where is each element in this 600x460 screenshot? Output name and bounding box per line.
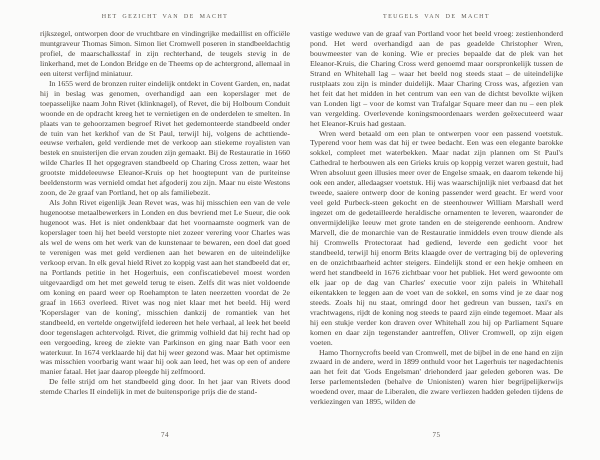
page-number-right: 75 <box>432 431 441 439</box>
paragraph: In 1655 werd de bronzen ruiter eindelijk ontdekt in Covent Garden, en, nadat hij in beslag was genomen, overhandigd aan een koperslager met de toepasselijke naam John Rivet (klinknagel), of Revet, die bij Holbourn Conduit woonde en de opdracht kreeg het te vernietigen en de onderdelen te smelten. In plaats van te gehoorzamen begroef Rivet het gedemonteerde standbeeld onder de tuin van het kerkhof van de St Paul, terwijl hij, volgens de achttiende-eeuwse verhalen, geld verdiende met de verkoop aan stiekeme royalisten van bestek en snuisterijen die ervan zouden zijn gemaakt. Bij de Restauratie in 1660 wilde Charles II het opgegraven standbeeld op Charing Cross zetten, waar het grootste middeleeuwse Eleanor-Kruis op het hoogtepunt van de puriteinse beeldenstorm was vernield omdat het afgoderij zou zijn. Maar nu eiste Westons zoon, de 2e graaf van Portland, het op als familiebezit. <box>40 78 290 198</box>
running-header-left: HET GEZICHT VAN DE MACHT <box>101 14 229 20</box>
paragraph: rijkszegel, ontworpen door de vruchtbare en vindingrijke medaillist en officiële muntgraveur Thomas Simon. Simon liet Cromwell poseren in standbeeldachtig profiel, de maarschalksstaf in zijn rechterhand, de teugels stevig in de linkerhand, met de London Bridge en de Theems op de achtergrond, allemaal in een uiterst verfijnd miniatuur. <box>40 29 290 78</box>
page-right <box>310 0 563 460</box>
paragraph: Als John Rivet eigenlijk Jean Revet was, was hij misschien een van de vele hugenootse metaalbewerkers in Londen en dus bevriend met Le Sueur, die ook hugenoot was. Het is niet ondenkbaar dat het voornaamste oogmerk van de koperslager toen hij het beeld verstopte niet zozeer verering voor Charles was als wel de wens om het werk van de kunstenaar te bewaren, een doel dat goed te verenigen was met geld verdienen aan het bewaren en de uiteindelijke verkoop ervan. In elk geval hield Rivet zo koppig vast aan het standbeeld dat er, na Portlands petitie in het Hogerhuis, een confiscatiebevel moest worden uitgevaardigd om het met geweld terug te eisen. Zelfs dit was niet voldoende om koning en paard weer op Roehampton te laten neerzetten voordat de 2e graaf in 1663 overleed. Rivet was nog niet klaar met het beeld. Hij werd 'Koperslager van de koning', misschien dankzij de romantiek van het standbeeld, en vertelde ongetwijfeld iedereen het hele verhaal, al leek het beeld door tegenslagen achtervolgd. Rivet, die grimmig volhield dat hij recht had op een vergoeding, kreeg de ziekte van Parkinson en ging naar Bath voor een waterkuur. In 1674 verklaarde hij dat hij weer gezond was. Maar het optimisme was misschien voorbarig want waar hij ook aan leed, het was op een of andere manier fataal. Het jaar daarop pleegde hij zelfmoord. <box>40 198 290 377</box>
page-number-left: 74 <box>161 431 169 439</box>
paragraph: De felle strijd om het standbeeld ging door. In het jaar van Rivets dood stemde Charles II eindelijk in met de buitensporige prijs die de stand- <box>40 377 290 397</box>
paragraph: Wren werd betaald om een plan te ontwerpen voor een passend voetstuk. Typerend voor hem was dat hij er twee bedacht. Een was een elegante barokke sokkel, compleet met waterbekken. Maar nadat zijn plannen om St Paul's Cathedral te herbouwen als een Grieks kruis op koppig verzet waren gestuit, had Wren absoluut geen illusies meer over de Engelse smaak, en daarom tekende hij ook een ander, alledaagser voetstuk. Hij was waarschijnlijk niet verbaasd dat het tweede, saaiere ontwerp door de koning passender werd geacht. Er werd voor veel geld Purbeck-steen gekocht en de steenhouwer William Marshall werd ingezet om de gedetailleerde heraldische ornamenten te leveren, waaronder de onvermijdelijke leeuw met grote tanden en de steigerende eenhoorn. Andrew Marvell, die de monarchie van de Restauratie inmiddels even trouw diende als hij Cromwells Protectoraat had gediend, leverde een gedicht voor het standbeeld, terwijl hij enorm Brits klaagde over de vertraging bij de oplevering en de onzichtbaarheid achter steigers. Eindelijk stond er een hekje omheen en werd het standbeeld in 1676 zichtbaar voor het publiek. Het werd gewoonte om elk jaar op de dag van Charles' executie voor zijn paleis in Whitehall eikentakken te leggen aan de voet van de sokkel, en soms vind je ze daar nog steeds. Zoals hij nu staat, omringd door het gedreun van bussen, taxi's en vrachtwagens, rijdt de koning nog steeds te paard zijn einde tegemoet. Maar als hij een stukje verder kon draven over Whitehall zou hij op Parliament Square komen en daar zijn tegenstander aantreffen, Oliver Cromwell, op zijn eigen voeten. <box>310 128 563 347</box>
paragraph: vastige weduwe van de graaf van Portland voor het beeld vroeg: zestienhonderd pond. Het werd overhandigd aan de pas geadelde Christopher Wren, bouwmeester van de koning. Wie er precies bepaalde dat de plek van het Eleanor-Kruis, die Charing Cross werd genoemd maar oorspronkelijk tussen de Strand en Whitehall lag – waar het beeld nog steeds staat – de uiteindelijke rustplaats zou zijn is minder duidelijk. Maar Charing Cross was, afgezien van het feit dat het midden in het centrum van een van de dichtst bevolkte wijken van Londen ligt – voor de komst van Trafalgar Square meer dan nu – een plek van vergelding. Overlevende koningsmoordenaars werden geëxecuteerd waar het Eleanor-Kruis had gestaan. <box>310 29 563 128</box>
running-header-right: TEUGELS VAN DE MACHT <box>383 14 490 20</box>
paragraph: Hamo Thornycrofts beeld van Cromwell, met de bijbel in de ene hand en zijn zwaard in de andere, werd in 1899 onthuld voor het Lagerhuis ter nagedachtenis aan het feit dat 'Gods Engelsman' driehonderd jaar geleden geboren was. De Ierse parlementsleden (behalve de Unionisten) waren hier begrijpelijkerwijs woedend over, maar de Liberalen, die zware verliezen hadden geleden tijdens de verkiezingen van 1895, wilden de <box>310 347 563 407</box>
text-block-left <box>40 29 290 397</box>
page-left <box>40 0 290 460</box>
text-block-right <box>310 29 563 407</box>
